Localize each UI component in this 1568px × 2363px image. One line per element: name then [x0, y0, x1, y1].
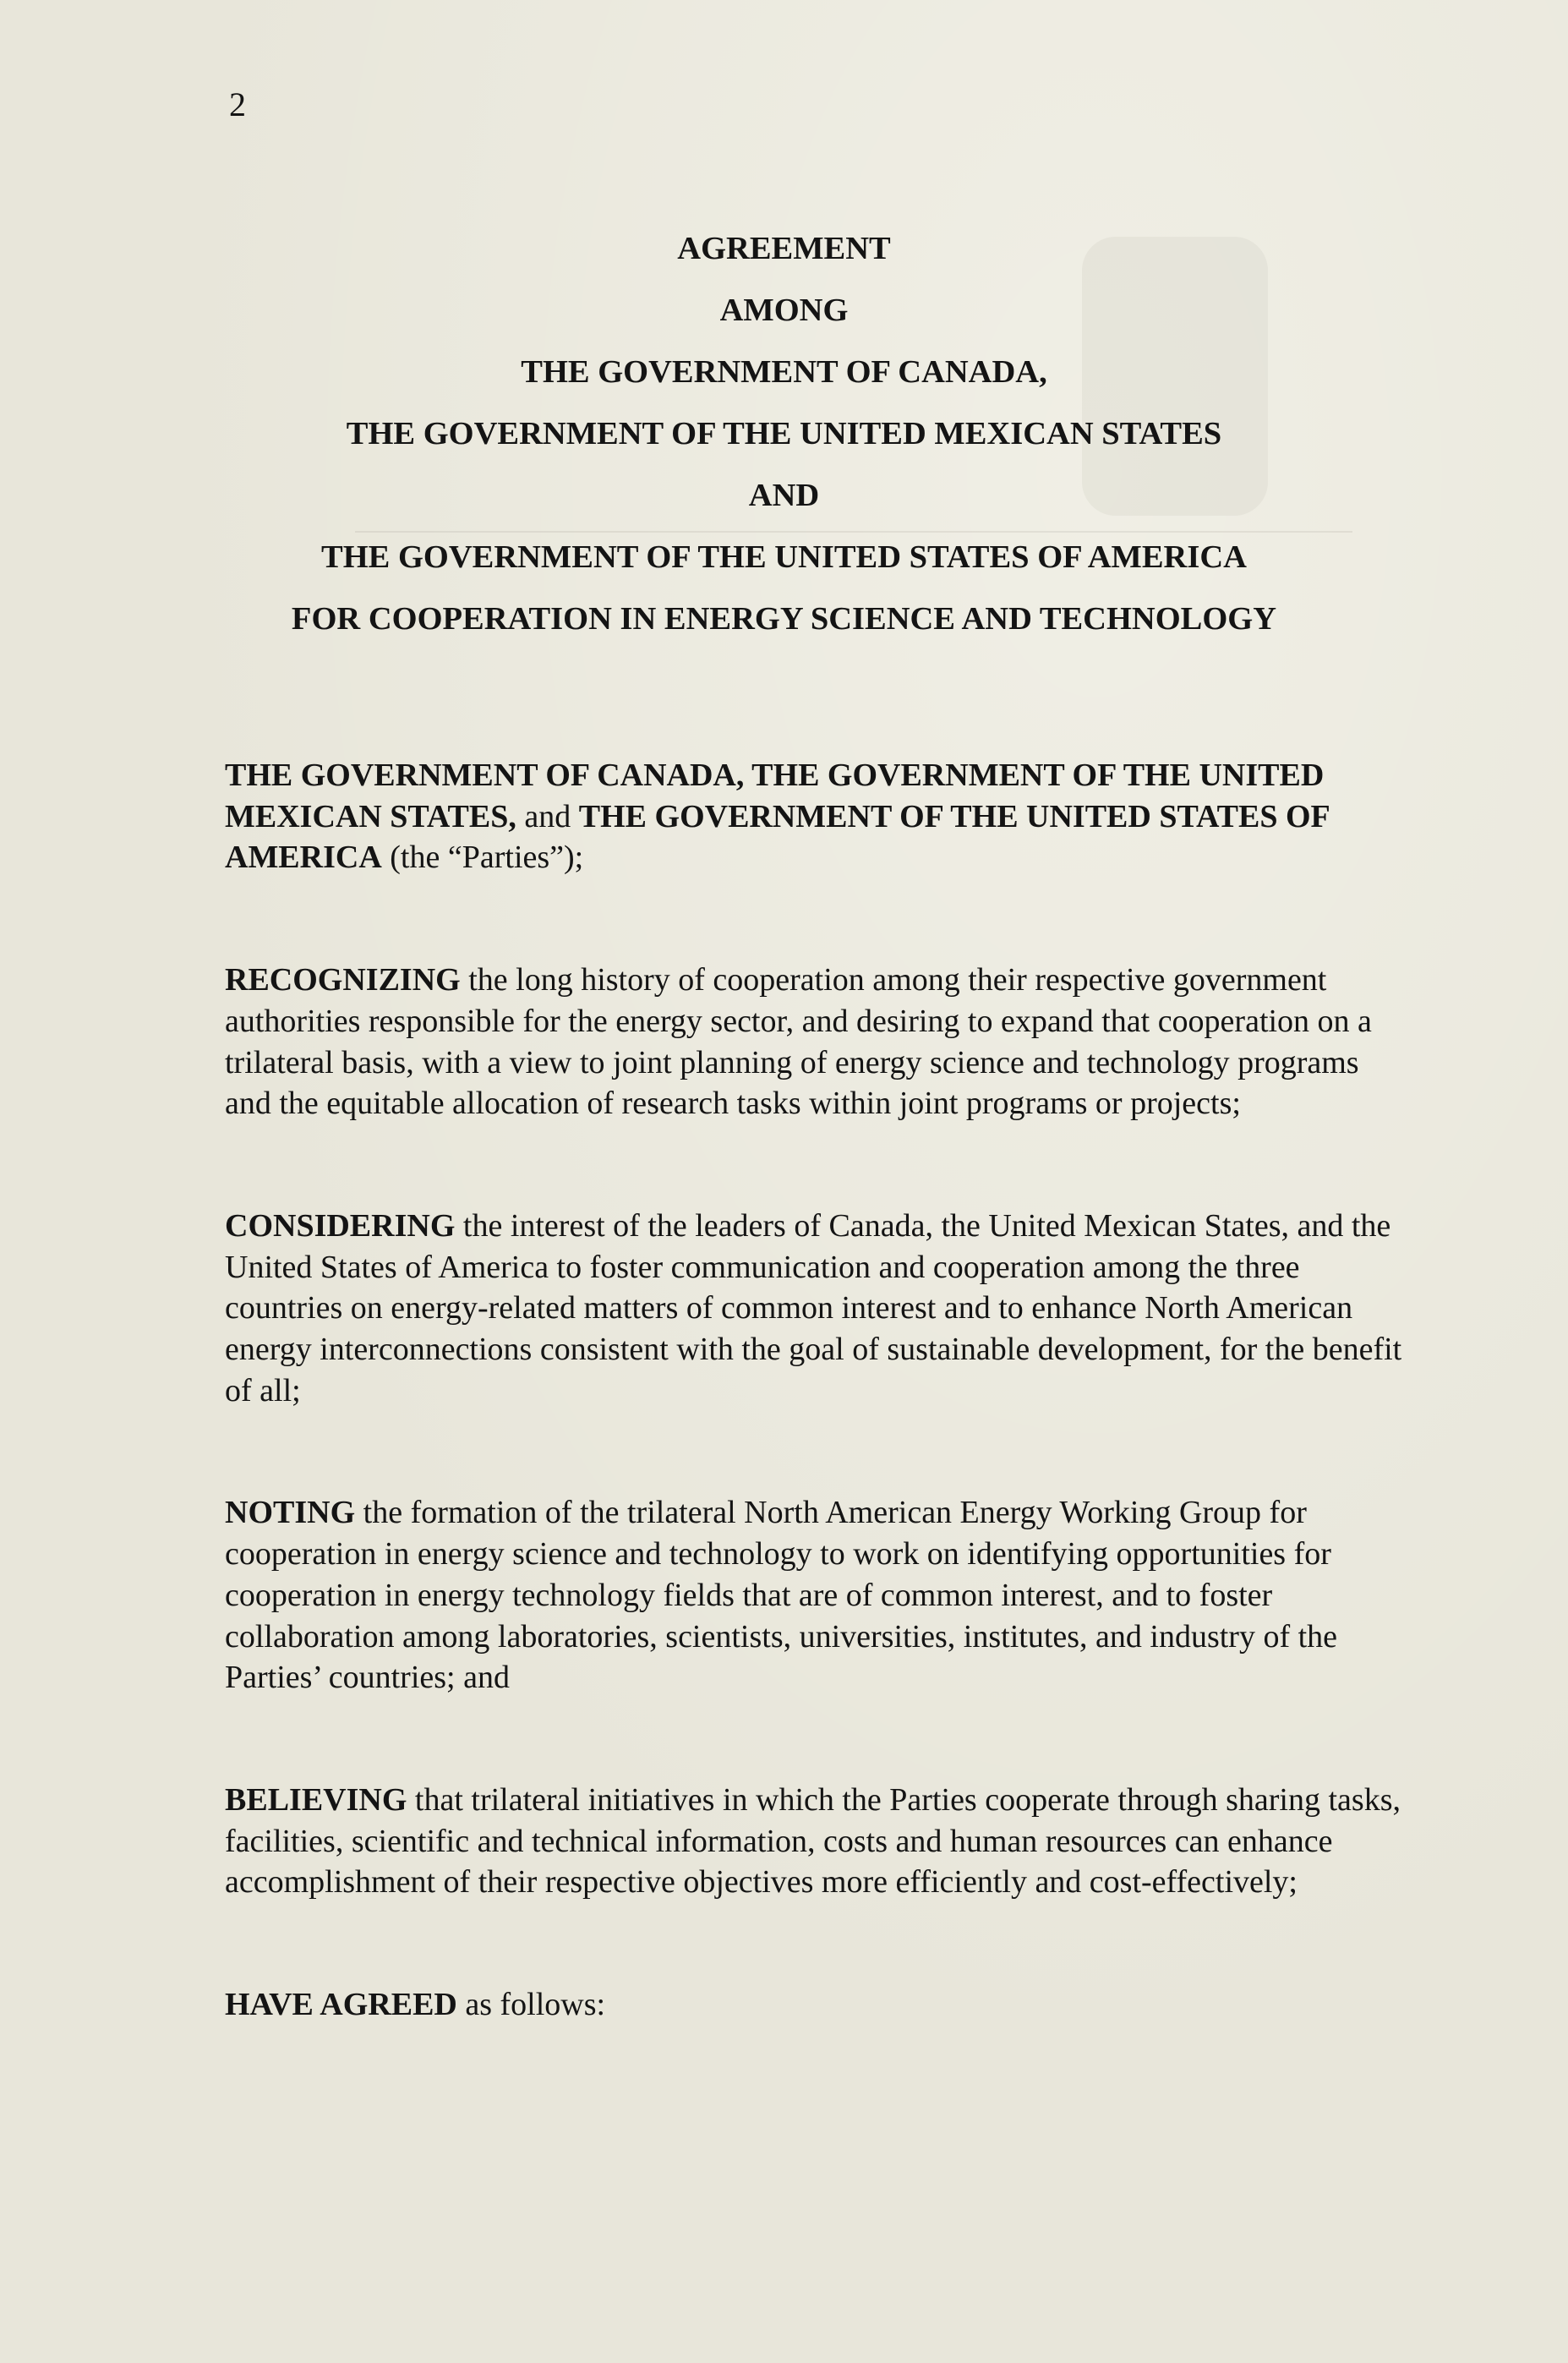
paragraph-lead: BELIEVING [225, 1781, 407, 1818]
parties-paragraph [225, 755, 1408, 878]
paragraph-lead: HAVE AGREED [225, 1987, 457, 2023]
paragraph-text: the interest of the leaders of Canada, the United Mexican States, and the United States of America to foster communication and cooperation among the three countries on energy-related matters of common interest and to enhance North American energy interconnections consistent with the goal of sustainable development, for the benefit of all; [225, 1207, 1402, 1409]
paragraph-text: as follows: [456, 1987, 606, 2023]
paragraph-text: the formation of the trilateral North American Energy Working Group for cooperation in energy science and technology to work on identifying opportunities for cooperation in energy technology fields that are of common interest, and to foster collaboration among laboratories, scientists, universities, institutes, and industry of the Parties’ countries; and [225, 1495, 1338, 1696]
page-number: 2 [229, 85, 246, 123]
paragraph-text: (the “Parties”); [381, 840, 584, 876]
paragraph-text: that trilateral initiatives in which the Parties cooperate through sharing tasks, facilities, scientific and technical information, costs and human resources can enhance accomplishment of their respective objectives more efficiently and cost-effectively; [225, 1781, 1401, 1901]
title-line: AMONG [719, 293, 849, 328]
agreement-title [0, 218, 1568, 650]
paragraph-lead: NOTING [225, 1495, 356, 1531]
paragraph-text: the long history of cooperation among their respective government authorities responsible for the energy sector, and desiring to expand that cooperation on a trilateral basis, with a view to joint planning of energy science and technology programs and the equitable allocation of research tasks within joint programs or projects; [225, 962, 1372, 1122]
title-line: THE GOVERNMENT OF CANADA, [521, 354, 1047, 390]
agreement-preamble [225, 755, 1408, 2026]
considering-paragraph [225, 1206, 1408, 1412]
paragraph-lead: RECOGNIZING [225, 962, 461, 998]
paragraph-text: and [516, 798, 579, 834]
have-agreed-paragraph [225, 1984, 1408, 2026]
believing-paragraph [225, 1780, 1408, 1903]
bleed-through-text [1090, 24, 1093, 56]
title-line: THE GOVERNMENT OF THE UNITED MEXICAN STATES [346, 416, 1222, 451]
paragraph-lead: THE GOVERNMENT OF CANADA, THE GOVERNMENT OF THE UNITED MEXICAN STATES, [225, 758, 1325, 834]
title-line: FOR COOPERATION IN ENERGY SCIENCE AND TECHNOLOGY [291, 601, 1277, 637]
paragraph-lead: CONSIDERING [225, 1207, 456, 1244]
recognizing-paragraph [225, 960, 1408, 1124]
title-line: THE GOVERNMENT OF THE UNITED STATES OF AMERICA [321, 539, 1247, 575]
paragraph-lead: THE GOVERNMENT OF THE UNITED STATES OF AMERICA [225, 798, 1330, 876]
title-line: AND [748, 478, 820, 513]
noting-paragraph [225, 1492, 1408, 1698]
title-line: AGREEMENT [677, 231, 891, 266]
